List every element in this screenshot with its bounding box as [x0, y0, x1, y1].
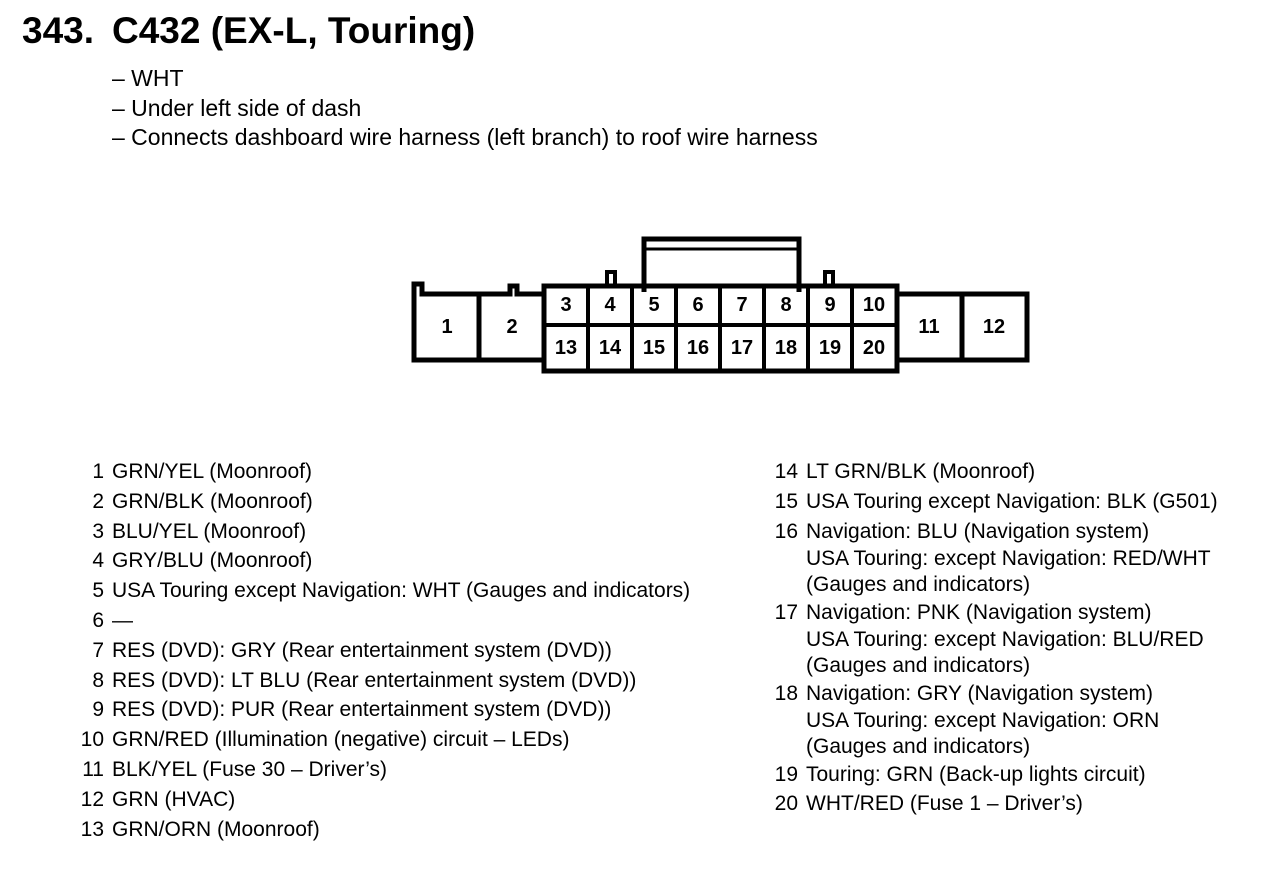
pin-description-line: USA Touring except Navigation: WHT (Gauges and indicators)	[112, 579, 691, 603]
pin-entry	[70, 487, 750, 517]
pin-description-line: Touring: GRN (Back-up lights circuit)	[806, 762, 1146, 786]
pin-entry	[70, 725, 750, 755]
pin-description	[104, 755, 750, 785]
pin-description	[104, 546, 750, 576]
pin-number: 5	[92, 579, 104, 603]
pin-entry	[70, 546, 750, 576]
pin-description	[104, 636, 750, 666]
pin-description	[798, 679, 1259, 760]
pin-description	[104, 666, 750, 696]
pin-list-right	[764, 457, 1259, 819]
pin-entry	[764, 760, 1259, 790]
pin-number: 6	[92, 608, 104, 632]
pin-list-left	[70, 457, 750, 844]
cavity-label: 11	[918, 316, 940, 338]
cavity-label: 6	[692, 294, 704, 316]
pin-description-line: BLK/YEL (Fuse 30 – Driver’s)	[112, 757, 388, 781]
pin-description-line: Navigation: GRY (Navigation system)	[806, 681, 1154, 705]
pin-description	[104, 576, 750, 606]
cavity-label: 18	[774, 337, 798, 359]
cavity-label: 10	[862, 294, 886, 316]
pin-entry	[70, 517, 750, 547]
pin-description	[798, 760, 1259, 790]
cavity-label: 19	[818, 337, 842, 359]
pin-description-line: —	[112, 608, 133, 632]
cavity-label: 12	[982, 316, 1006, 338]
pin-description	[798, 457, 1259, 487]
cavity-label: 14	[598, 337, 622, 359]
pin-description	[104, 606, 750, 636]
pin-number: 10	[80, 728, 104, 752]
cavity-label: 4	[604, 294, 616, 316]
cavity-label: 20	[862, 337, 886, 359]
cavity-label: 9	[824, 294, 836, 316]
pin-description	[104, 785, 750, 815]
pin-description	[104, 457, 750, 487]
pin-description-line: RES (DVD): GRY (Rear entertainment system (DVD))	[112, 638, 612, 662]
pin-description-line: (Gauges and indicators)	[806, 653, 1031, 677]
pin-number: 2	[92, 489, 104, 513]
cavity-label: 5	[648, 294, 660, 316]
pin-description-line: GRY/BLU (Moonroof)	[112, 549, 313, 573]
pin-number: 11	[82, 757, 104, 781]
description-line: – Connects dashboard wire harness (left branch) to roof wire harness	[112, 124, 818, 150]
pin-number: 16	[774, 519, 798, 543]
pin-number: 14	[774, 460, 798, 483]
pin-entry	[70, 636, 750, 666]
pin-description	[104, 487, 750, 517]
description-line: – WHT	[112, 65, 184, 91]
pin-number: 7	[92, 638, 104, 662]
pin-description-line: RES (DVD): LT BLU (Rear entertainment system (DVD))	[112, 668, 637, 692]
pin-number: 9	[92, 698, 104, 722]
pin-description	[798, 517, 1259, 598]
pin-entry	[70, 695, 750, 725]
section-number: 343.	[22, 10, 95, 51]
pin-number: 20	[774, 792, 798, 816]
pin-entry	[70, 666, 750, 696]
pin-entry	[70, 815, 750, 845]
pin-description-line: WHT/RED (Fuse 1 – Driver’s)	[806, 792, 1083, 816]
connector-diagram	[408, 232, 1038, 377]
pin-description	[104, 725, 750, 755]
pin-entry	[764, 517, 1259, 598]
pin-description-line: GRN/YEL (Moonroof)	[112, 460, 312, 483]
pin-description-line: BLU/YEL (Moonroof)	[112, 519, 307, 543]
pin-number: 18	[774, 681, 798, 705]
pin-entry	[70, 755, 750, 785]
pin-description	[104, 695, 750, 725]
pin-description-line: (Gauges and indicators)	[806, 572, 1031, 596]
cavity-label: 16	[686, 337, 710, 359]
pin-number: 13	[80, 817, 104, 841]
pin-description	[104, 815, 750, 845]
pin-number: 17	[774, 600, 798, 624]
pin-number: 12	[80, 787, 104, 811]
pin-entry	[70, 576, 750, 606]
pin-description-line: USA Touring: except Navigation: ORN	[806, 709, 1160, 733]
connector-face	[408, 232, 1038, 377]
pin-entry	[70, 606, 750, 636]
pin-description-line: GRN/ORN (Moonroof)	[112, 817, 320, 841]
pin-entry	[764, 487, 1259, 517]
pin-description-line: LT GRN/BLK (Moonroof)	[806, 460, 1036, 483]
pin-number: 4	[92, 549, 104, 573]
pin-description	[798, 487, 1259, 517]
pin-number: 1	[92, 460, 104, 483]
page-title	[22, 10, 475, 52]
connector-column-dividers	[588, 286, 852, 371]
pin-entry	[764, 457, 1259, 487]
pin-entry	[70, 457, 750, 487]
cavity-label: 17	[730, 337, 754, 359]
cavity-label: 7	[736, 294, 748, 316]
pin-entry	[70, 785, 750, 815]
cavity-label: 15	[642, 337, 666, 359]
connector-description	[112, 64, 818, 153]
pin-number: 19	[774, 762, 798, 786]
pin-description-line: GRN/RED (Illumination (negative) circuit – LEDs)	[112, 728, 570, 752]
pin-number: 15	[774, 489, 798, 513]
pin-description	[104, 517, 750, 547]
connector-title: C432 (EX-L, Touring)	[112, 10, 476, 51]
pin-description-line: (Gauges and indicators)	[806, 734, 1031, 758]
pin-number: 3	[92, 519, 104, 543]
pin-entry	[764, 789, 1259, 819]
pin-description	[798, 598, 1259, 679]
pin-description-line: Navigation: BLU (Navigation system)	[806, 519, 1150, 543]
pin-entry	[764, 679, 1259, 760]
pin-description-line: USA Touring: except Navigation: RED/WHT	[806, 547, 1211, 571]
cavity-label: 1	[441, 316, 453, 338]
cavity-label: 2	[506, 316, 518, 338]
pin-description-line: USA Touring: except Navigation: BLU/RED	[806, 628, 1204, 652]
pin-description	[798, 789, 1259, 819]
pin-entry	[764, 598, 1259, 679]
pin-description-line: RES (DVD): PUR (Rear entertainment system (DVD))	[112, 698, 612, 722]
description-line: – Under left side of dash	[112, 94, 362, 121]
cavity-label: 3	[560, 294, 572, 316]
pin-description-line: USA Touring except Navigation: BLK (G501)	[806, 489, 1218, 513]
cavity-label: 8	[780, 294, 792, 316]
pin-description-line: GRN (HVAC)	[112, 787, 236, 811]
pin-description-line: Navigation: PNK (Navigation system)	[806, 600, 1152, 624]
cavity-label: 13	[554, 337, 578, 359]
pin-number: 8	[92, 668, 104, 692]
pin-description-line: GRN/BLK (Moonroof)	[112, 489, 313, 513]
